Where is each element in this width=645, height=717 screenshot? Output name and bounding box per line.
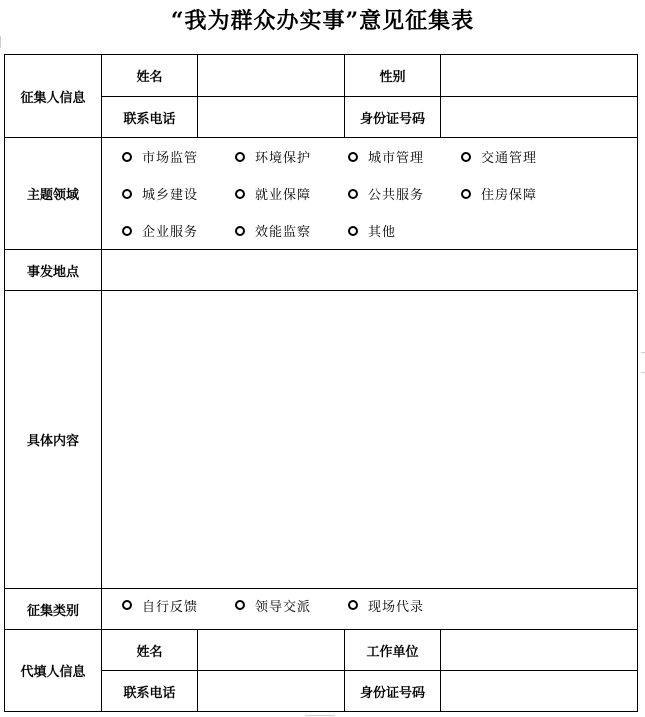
topic-option[interactable]: 其他 xyxy=(348,221,461,240)
page-edge-mark xyxy=(641,372,645,373)
topic-option[interactable]: 环境保护 xyxy=(235,147,348,166)
radio-icon[interactable] xyxy=(348,600,358,610)
topic-option[interactable]: 公共服务 xyxy=(348,184,461,203)
page-edge-mark xyxy=(0,36,1,48)
radio-icon[interactable] xyxy=(235,226,245,236)
topic-option[interactable]: 效能监察 xyxy=(235,221,348,240)
proxy-name-label: 姓名 xyxy=(102,630,198,671)
topic-option[interactable]: 企业服务 xyxy=(122,221,235,240)
proxy-org-label: 工作单位 xyxy=(345,630,441,671)
radio-icon[interactable] xyxy=(235,152,245,162)
topic-option-row xyxy=(122,175,637,212)
category-option[interactable]: 领导交派 xyxy=(235,596,348,615)
content-field[interactable] xyxy=(102,291,638,589)
radio-icon[interactable] xyxy=(461,189,471,199)
radio-icon[interactable] xyxy=(461,152,471,162)
collector-gender-label: 性别 xyxy=(345,55,441,97)
topic-option[interactable]: 住房保障 xyxy=(461,184,574,203)
proxy-org-field[interactable] xyxy=(441,630,638,671)
collector-phone-label: 联系电话 xyxy=(102,97,198,138)
category-option-row xyxy=(122,590,637,620)
collector-section-label: 征集人信息 xyxy=(5,55,102,138)
location-label: 事发地点 xyxy=(5,250,102,291)
topic-option-row xyxy=(122,212,637,249)
topic-section-label: 主题领域 xyxy=(5,138,102,250)
topic-option[interactable]: 交通管理 xyxy=(461,147,574,166)
collector-id-field[interactable] xyxy=(441,97,638,138)
collector-id-label: 身份证号码 xyxy=(345,97,441,138)
topic-options xyxy=(102,138,638,250)
radio-icon[interactable] xyxy=(122,600,132,610)
topic-option[interactable]: 城乡建设 xyxy=(122,184,235,203)
radio-icon[interactable] xyxy=(122,189,132,199)
proxy-phone-field[interactable] xyxy=(198,671,345,712)
category-option[interactable]: 自行反馈 xyxy=(122,596,235,615)
radio-icon[interactable] xyxy=(348,152,358,162)
radio-icon[interactable] xyxy=(348,226,358,236)
proxy-id-label: 身份证号码 xyxy=(345,671,441,712)
form-title: “我为群众办实事”意见征集表 xyxy=(170,8,475,34)
proxy-section-label: 代填人信息 xyxy=(5,630,102,712)
collector-gender-field[interactable] xyxy=(441,55,638,97)
radio-icon[interactable] xyxy=(235,600,245,610)
collector-phone-field[interactable] xyxy=(198,97,345,138)
page-edge-mark xyxy=(641,352,645,353)
collector-name-field[interactable] xyxy=(198,55,345,97)
topic-option-row xyxy=(122,138,637,175)
collector-name-label: 姓名 xyxy=(102,55,198,97)
category-options xyxy=(102,589,638,630)
opinion-form-table xyxy=(4,54,638,712)
topic-option[interactable]: 城市管理 xyxy=(348,147,461,166)
proxy-id-field[interactable] xyxy=(441,671,638,712)
topic-option[interactable]: 市场监管 xyxy=(122,147,235,166)
category-label: 征集类别 xyxy=(5,589,102,630)
radio-icon[interactable] xyxy=(235,189,245,199)
proxy-phone-label: 联系电话 xyxy=(102,671,198,712)
page-edge-mark xyxy=(305,715,335,716)
topic-option[interactable]: 就业保障 xyxy=(235,184,348,203)
radio-icon[interactable] xyxy=(122,152,132,162)
content-label: 具体内容 xyxy=(5,291,102,589)
category-option[interactable]: 现场代录 xyxy=(348,596,461,615)
radio-icon[interactable] xyxy=(348,189,358,199)
location-field[interactable] xyxy=(102,250,638,291)
radio-icon[interactable] xyxy=(122,226,132,236)
proxy-name-field[interactable] xyxy=(198,630,345,671)
